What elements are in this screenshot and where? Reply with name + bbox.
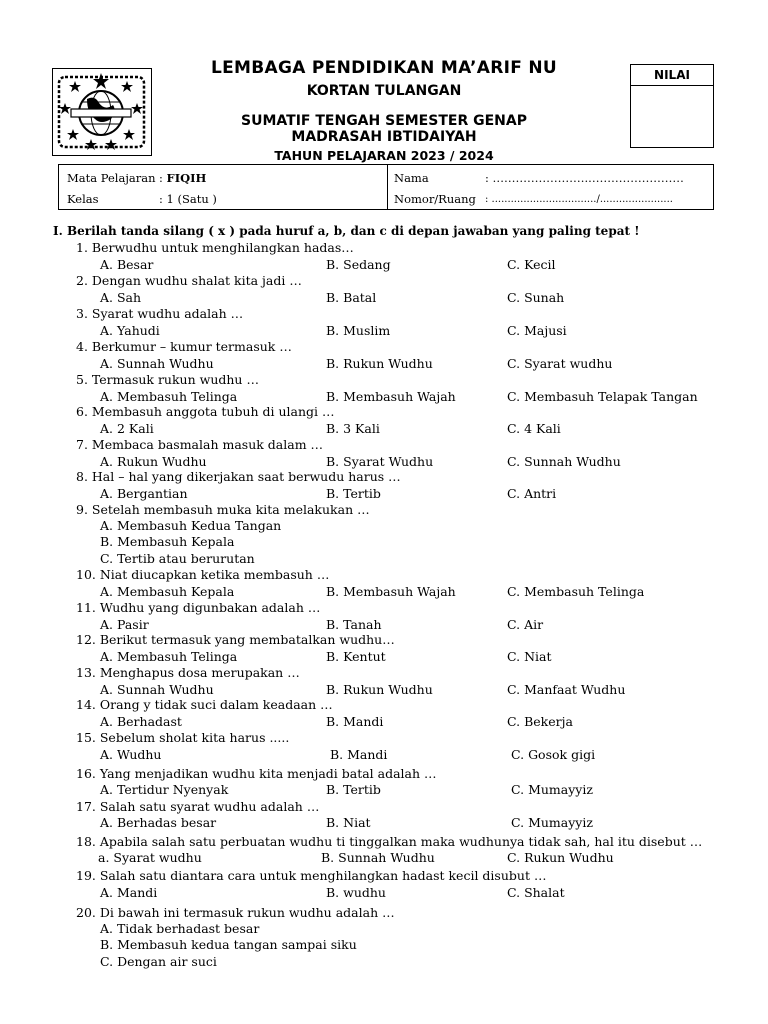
answer-option-c[interactable]: C. Air bbox=[507, 617, 544, 632]
academic-year: TAHUN PELAJARAN 2023 / 2024 bbox=[274, 148, 494, 163]
answer-option-b[interactable]: B. Rukun Wudhu bbox=[326, 356, 433, 371]
answer-option-b[interactable]: B. Sunnah Wudhu bbox=[321, 850, 435, 865]
instruction: I. Berilah tanda silang ( x ) pada huruf a, b, dan c di depan jawaban yang paling tepat ! bbox=[53, 224, 640, 238]
question-text: 5. Termasuk rukun wudhu … bbox=[76, 372, 259, 387]
answer-option-b[interactable]: B. Sedang bbox=[326, 257, 391, 272]
answer-option-b[interactable]: B. Membasuh Kepala bbox=[100, 534, 235, 549]
answer-option-c[interactable]: C. Tertib atau berurutan bbox=[100, 551, 255, 566]
question-text: 17. Salah satu syarat wudhu adalah … bbox=[76, 799, 320, 814]
answer-option-b[interactable]: B. Membasuh Wajah bbox=[326, 584, 456, 599]
answer-option-a[interactable]: A. Membasuh Telinga bbox=[100, 649, 238, 664]
answer-option-c[interactable]: C. Membasuh Telapak Tangan bbox=[507, 389, 698, 404]
answer-option-a[interactable]: a. Syarat wudhu bbox=[98, 850, 202, 865]
answer-option-c[interactable]: C. Mumayyiz bbox=[511, 815, 593, 830]
question-text: 10. Niat diucapkan ketika membasuh … bbox=[76, 567, 330, 582]
answer-option-a[interactable]: A. Membasuh Kedua Tangan bbox=[100, 518, 282, 533]
school-name: MADRASAH IBTIDAIYAH bbox=[291, 129, 477, 145]
answer-option-b[interactable]: B. Kentut bbox=[326, 649, 386, 664]
answer-option-c[interactable]: C. Sunah bbox=[507, 290, 565, 305]
question-text: 15. Sebelum sholat kita harus ..... bbox=[76, 730, 290, 745]
class-label: Kelas bbox=[67, 192, 99, 206]
answer-option-b[interactable]: B. 3 Kali bbox=[326, 421, 380, 436]
answer-option-b[interactable]: B. Membasuh Wajah bbox=[326, 389, 456, 404]
answer-option-a[interactable]: A. Besar bbox=[100, 257, 154, 272]
answer-option-a[interactable]: A. Mandi bbox=[100, 885, 158, 900]
subject-value: : FIQIH bbox=[159, 171, 207, 185]
question-text: 18. Apabila salah satu perbuatan wudhu ti tinggalkan maka wudhunya tidak sah, hal itu disebut … bbox=[76, 834, 703, 849]
question-text: 4. Berkumur – kumur termasuk … bbox=[76, 339, 292, 354]
answer-option-b[interactable]: B. Mandi bbox=[326, 714, 384, 729]
answer-option-a[interactable]: A. Berhadast bbox=[100, 714, 182, 729]
answer-option-b[interactable]: B. Niat bbox=[326, 815, 371, 830]
question-text: 3. Syarat wudhu adalah … bbox=[76, 306, 244, 321]
question-text: 13. Menghapus dosa merupakan … bbox=[76, 665, 300, 680]
name-field[interactable]: : ……………………..…………………… bbox=[485, 171, 684, 185]
answer-option-c[interactable]: C. 4 Kali bbox=[507, 421, 561, 436]
exam-title: SUMATIF TENGAH SEMESTER GENAP bbox=[241, 113, 527, 129]
answer-option-a[interactable]: A. Sunnah Wudhu bbox=[100, 356, 214, 371]
answer-option-b[interactable]: B. Muslim bbox=[326, 323, 391, 338]
subject-label: Mata Pelajaran bbox=[67, 171, 156, 185]
answer-option-c[interactable]: C. Bekerja bbox=[507, 714, 573, 729]
answer-option-c[interactable]: C. Membasuh Telinga bbox=[507, 584, 645, 599]
answer-option-c[interactable]: C. Kecil bbox=[507, 257, 556, 272]
answer-option-a[interactable]: A. Yahudi bbox=[100, 323, 160, 338]
answer-option-c[interactable]: C. Gosok gigi bbox=[511, 747, 596, 762]
answer-option-c[interactable]: C. Majusi bbox=[507, 323, 567, 338]
question-text: 16. Yang menjadikan wudhu kita menjadi batal adalah … bbox=[76, 766, 437, 781]
question-text: 2. Dengan wudhu shalat kita jadi … bbox=[76, 273, 302, 288]
answer-option-a[interactable]: A. Bergantian bbox=[100, 486, 188, 501]
answer-option-c[interactable]: C. Niat bbox=[507, 649, 552, 664]
answer-option-a[interactable]: A. Wudhu bbox=[100, 747, 162, 762]
question-text: 8. Hal – hal yang dikerjakan saat berwudu harus … bbox=[76, 469, 401, 484]
answer-option-a[interactable]: A. 2 Kali bbox=[100, 421, 154, 436]
answer-option-b[interactable]: B. Mandi bbox=[330, 747, 388, 762]
question-text: 20. Di bawah ini termasuk rukun wudhu adalah … bbox=[76, 905, 395, 920]
answer-option-b[interactable]: B. Batal bbox=[326, 290, 377, 305]
class-value: : 1 (Satu ) bbox=[159, 192, 217, 206]
answer-option-c[interactable]: C. Syarat wudhu bbox=[507, 356, 613, 371]
answer-option-c[interactable]: C. Rukun Wudhu bbox=[507, 850, 614, 865]
answer-option-b[interactable]: B. Tanah bbox=[326, 617, 382, 632]
answer-option-a[interactable]: A. Rukun Wudhu bbox=[100, 454, 207, 469]
answer-option-a[interactable]: A. Berhadas besar bbox=[100, 815, 217, 830]
answer-option-b[interactable]: B. Rukun Wudhu bbox=[326, 682, 433, 697]
answer-option-b[interactable]: B. Tertib bbox=[326, 486, 381, 501]
question-text: 14. Orang y tidak suci dalam keadaan … bbox=[76, 697, 333, 712]
answer-option-b[interactable]: B. Tertib bbox=[326, 782, 381, 797]
number-label: Nomor/Ruang bbox=[394, 192, 476, 206]
answer-option-b[interactable]: B. Membasuh kedua tangan sampai siku bbox=[100, 937, 357, 952]
score-label: NILAI bbox=[630, 64, 714, 86]
question-text: 7. Membaca basmalah masuk dalam … bbox=[76, 437, 324, 452]
question-text: 12. Berikut termasuk yang membatalkan wudhu… bbox=[76, 632, 395, 647]
question-text: 9. Setelah membasuh muka kita melakukan … bbox=[76, 502, 370, 517]
answer-option-a[interactable]: A. Sunnah Wudhu bbox=[100, 682, 214, 697]
answer-option-a[interactable]: A. Membasuh Kepala bbox=[100, 584, 235, 599]
answer-option-c[interactable]: C. Dengan air suci bbox=[100, 954, 217, 969]
question-text: 1. Berwudhu untuk menghilangkan hadas… bbox=[76, 240, 354, 255]
question-text: 19. Salah satu diantara cara untuk menghilangkan hadast kecil disubut … bbox=[76, 868, 547, 883]
answer-option-c[interactable]: C. Manfaat Wudhu bbox=[507, 682, 626, 697]
answer-option-a[interactable]: A. Tertidur Nyenyak bbox=[100, 782, 229, 797]
answer-option-c[interactable]: C. Sunnah Wudhu bbox=[507, 454, 621, 469]
answer-option-a[interactable]: A. Pasir bbox=[100, 617, 149, 632]
answer-option-a[interactable]: A. Sah bbox=[100, 290, 142, 305]
name-label: Nama bbox=[394, 171, 429, 185]
table-divider bbox=[387, 165, 388, 209]
answer-option-c[interactable]: C. Antri bbox=[507, 486, 557, 501]
answer-option-a[interactable]: A. Tidak berhadast besar bbox=[100, 921, 260, 936]
institution-title: LEMBAGA PENDIDIKAN MA’ARIF NU bbox=[211, 58, 557, 78]
institution-subtitle: KORTAN TULANGAN bbox=[306, 83, 462, 99]
answer-option-b[interactable]: B. wudhu bbox=[326, 885, 386, 900]
answer-option-a[interactable]: A. Membasuh Telinga bbox=[100, 389, 238, 404]
question-text: 11. Wudhu yang digunbakan adalah … bbox=[76, 600, 321, 615]
student-info-table bbox=[58, 164, 714, 210]
answer-option-c[interactable]: C. Mumayyiz bbox=[511, 782, 593, 797]
answer-option-b[interactable]: B. Syarat Wudhu bbox=[326, 454, 434, 469]
question-text: 6. Membasuh anggota tubuh di ulangi … bbox=[76, 404, 335, 419]
answer-option-c[interactable]: C. Shalat bbox=[507, 885, 565, 900]
number-field[interactable]: : ................................./....................... bbox=[485, 194, 673, 205]
